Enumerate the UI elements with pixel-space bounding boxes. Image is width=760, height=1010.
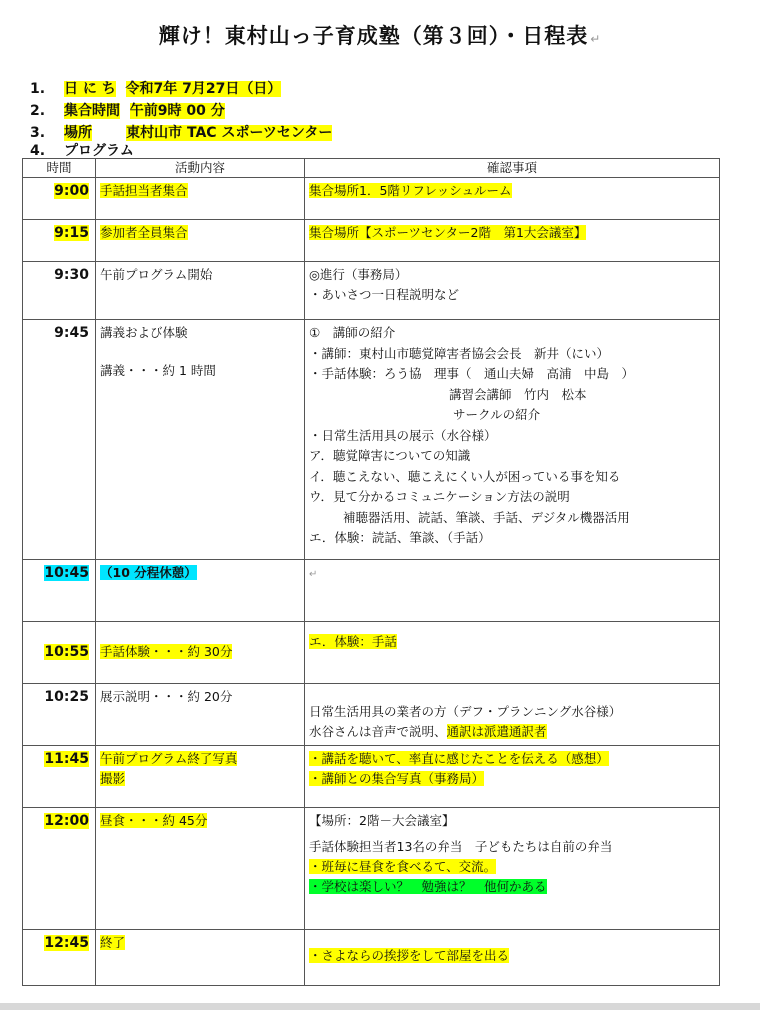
table-row: 12:00 昼食・・・約 45分 【場所：2階－大会議室】 手話体験担当者13名の弁当 子どもたちは自前の弁当 ・班毎に昼食を食べるて、交流。 ・学校は楽しい？ 勉強は？ 他何かある bbox=[23, 808, 720, 930]
info-place: 3. 場所 東村山市 TAC スポーツセンター bbox=[30, 125, 333, 141]
table-row: 9:30 午前プログラム開始 ◎進行（事務局） ・あいさつ一日程説明など bbox=[23, 262, 720, 320]
info-date: 1. 日 に ち 令和7年 7月27日（日） bbox=[30, 81, 282, 97]
schedule-table bbox=[22, 158, 720, 986]
table-row: 10:45 （10 分程休憩） ↵ bbox=[23, 560, 720, 622]
info-program: 4. プログラム bbox=[30, 143, 134, 159]
table-row: 9:45 講義および体験 講義・・・約 1 時間 ① 講師の紹介 ・講師：東村山市聴覚障害者協会会長 新井（にい） ・手話体験：ろう協 理事（ 通山夫婦 高浦 中島 ） 講習会講師 竹内 松本 サークルの紹介 ・日常生活用具の展示（水谷様） ア．聴覚障害についての知識 イ．聴こえない、聴こえにくい人が困っている事を知る ウ．見て分かるコミュニケーション方法の説明 補聴器活用、読話、筆談、手話、デジタル機器活用 エ．体験：読話、筆談、（手話） bbox=[23, 320, 720, 560]
table-row: 11:45 午前プログラム終了写真 撮影 ・講話を聴いて、率直に感じたことを伝える（感想） ・講師との集合写真（事務局） bbox=[23, 746, 720, 808]
header-activity: 活動内容 bbox=[96, 159, 305, 178]
table-row: 9:00 手話担当者集合 集合場所1．5階リフレッシュルーム bbox=[23, 178, 720, 220]
table-row: 10:55 手話体験・・・約 30分 エ．体験：手話 bbox=[23, 622, 720, 684]
table-row: 10:25 展示説明・・・約 20分 日常生活用具の業者の方（デフ・プランニング水谷様） 水谷さんは音声で説明、通訳は派遣通訳者 bbox=[23, 684, 720, 746]
table-row: 9:15 参加者全員集合 集合場所【スポーツセンター2階 第1大会議室】 bbox=[23, 220, 720, 262]
page-title: 輝け！東村山っ子育成塾（第３回）・日程表 ↵ bbox=[158, 24, 602, 48]
info-time: 2. 集合時間 午前9時 00 分 bbox=[30, 103, 225, 119]
header-notes: 確認事項 bbox=[305, 159, 720, 178]
table-row: 12:45 終了 ・さよならの挨拶をして部屋を出る bbox=[23, 930, 720, 986]
page-bottom-edge bbox=[0, 1003, 760, 1010]
table-header-row bbox=[23, 159, 720, 178]
header-time: 時間 bbox=[23, 159, 96, 178]
